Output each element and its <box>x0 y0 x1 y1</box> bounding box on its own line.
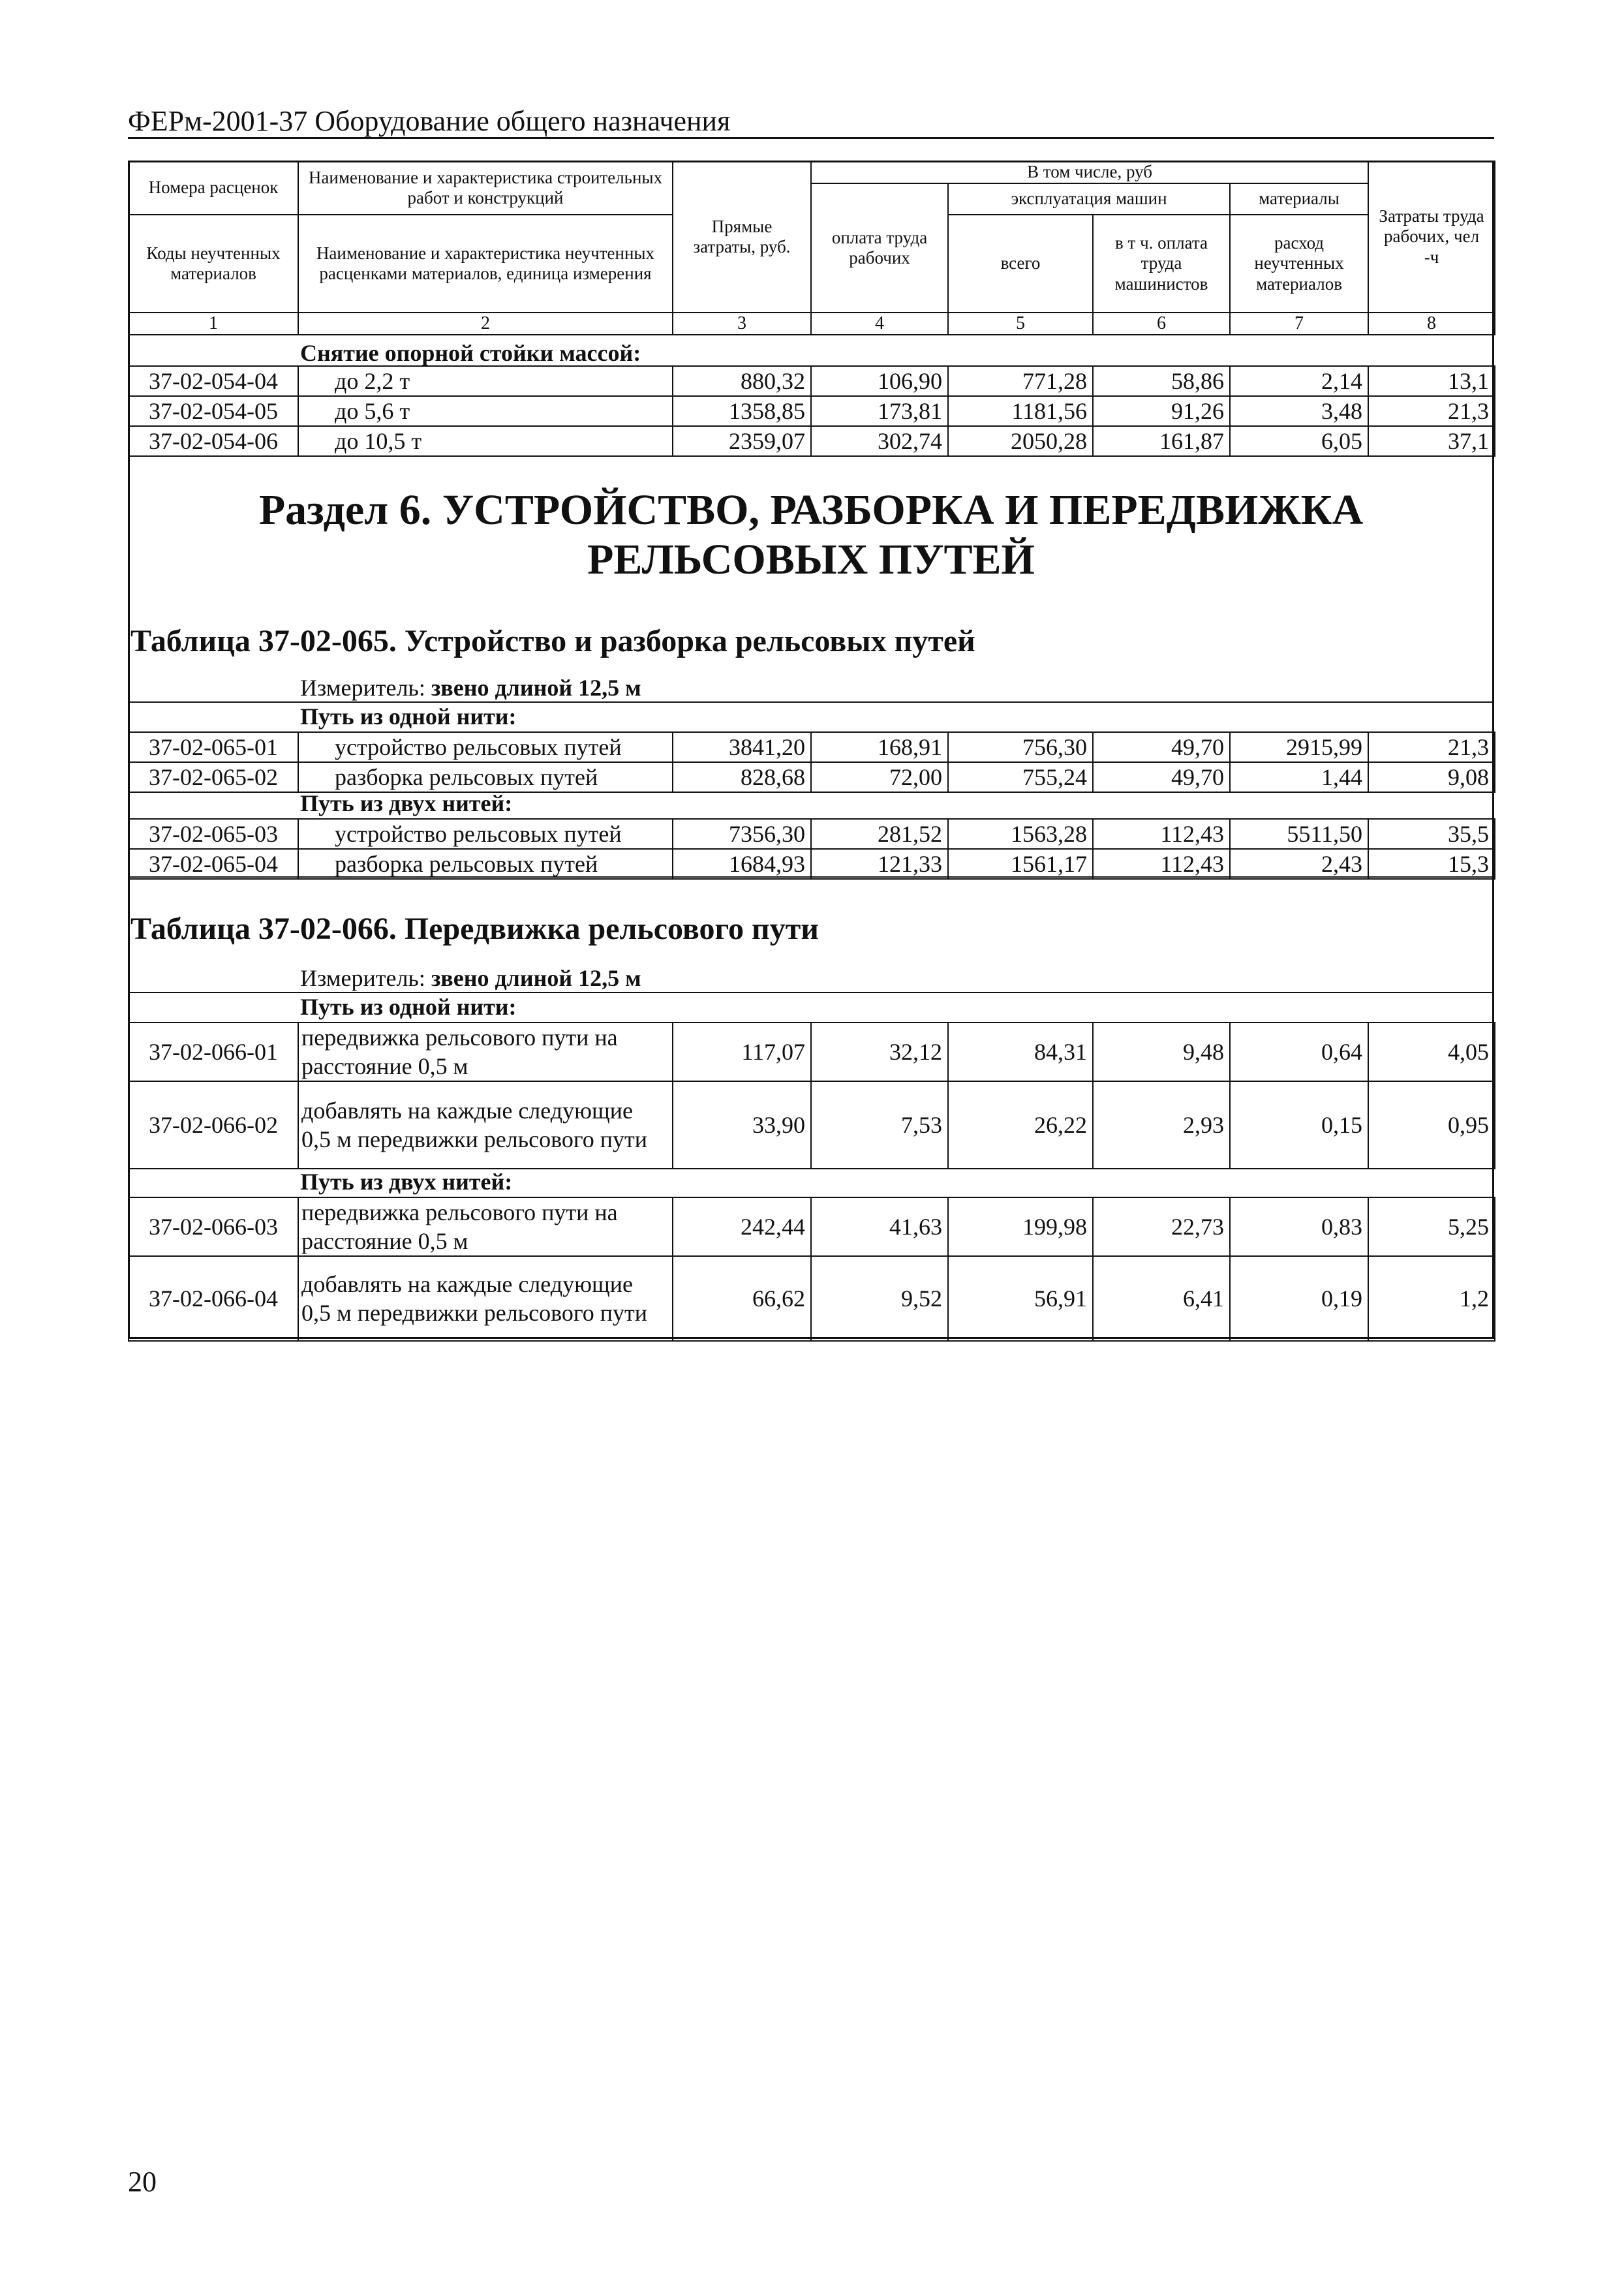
rate-code: 37-02-054-06 <box>129 426 298 456</box>
divider <box>128 876 1494 878</box>
materials: 2915,99 <box>1230 732 1368 762</box>
rate-name: до 2,2 т <box>298 366 673 396</box>
table-065-part2 <box>128 818 1495 880</box>
col-number: 5 <box>948 313 1093 335</box>
meter-value: звено длиной 12,5 м <box>431 965 641 991</box>
machinists-pay: 49,70 <box>1093 762 1230 792</box>
group-title: Снятие опорной стойки массой: <box>300 340 641 366</box>
removal-table <box>128 365 1495 457</box>
rate-name: до 10,5 т <box>298 426 673 456</box>
materials: 0,83 <box>1230 1197 1368 1256</box>
machinists-pay: 22,73 <box>1093 1197 1230 1256</box>
table-row <box>129 849 1495 879</box>
machines-total: 756,30 <box>948 732 1093 762</box>
table-066-part2 <box>128 1197 1495 1342</box>
labor: 21,3 <box>1368 732 1495 762</box>
rate-code: 37-02-065-02 <box>129 762 298 792</box>
table-row <box>129 1197 1495 1256</box>
direct-cost: 1684,93 <box>673 849 811 879</box>
col-machines-total: всего <box>948 215 1093 313</box>
rate-name: устройство рельсовых путей <box>298 732 673 762</box>
rate-name: разборка рельсовых путей <box>298 849 673 879</box>
workers-pay: 41,63 <box>811 1197 948 1256</box>
labor: 4,05 <box>1368 1023 1495 1081</box>
meter-value: звено длиной 12,5 м <box>431 675 641 701</box>
running-header: ФЕРм-2001-37 Оборудование общего назначения <box>128 105 731 137</box>
rate-code: 37-02-066-03 <box>129 1197 298 1256</box>
labor: 35,5 <box>1368 819 1495 849</box>
table-row <box>129 762 1495 792</box>
col-machines: эксплуатация машин <box>948 183 1230 215</box>
table-row <box>129 1256 1495 1341</box>
direct-cost: 2359,07 <box>673 426 811 456</box>
col-number: 8 <box>1368 313 1495 335</box>
direct-cost: 242,44 <box>673 1197 811 1256</box>
direct-cost: 880,32 <box>673 366 811 396</box>
col-direct-costs: Прямые затраты, руб. <box>673 161 811 313</box>
workers-pay: 121,33 <box>811 849 948 879</box>
direct-cost: 33,90 <box>673 1081 811 1169</box>
table-066-part1 <box>128 1022 1495 1169</box>
machines-total: 26,22 <box>948 1081 1093 1169</box>
meter-label: Измеритель: <box>300 675 431 701</box>
machines-total: 199,98 <box>948 1197 1093 1256</box>
table-row <box>129 732 1495 762</box>
machines-total: 1563,28 <box>948 819 1093 849</box>
labor: 0,95 <box>1368 1081 1495 1169</box>
workers-pay: 106,90 <box>811 366 948 396</box>
materials: 0,19 <box>1230 1256 1368 1341</box>
group-title: Путь из двух нитей: <box>300 1169 513 1195</box>
machines-total: 2050,28 <box>948 426 1093 456</box>
workers-pay: 302,74 <box>811 426 948 456</box>
materials: 1,44 <box>1230 762 1368 792</box>
table-title: Таблица 37-02-066. Передвижка рельсового пути <box>130 912 819 946</box>
col-number: 3 <box>673 313 811 335</box>
machinists-pay: 161,87 <box>1093 426 1230 456</box>
labor: 1,2 <box>1368 1256 1495 1341</box>
group-title: Путь из одной нити: <box>300 994 517 1020</box>
machines-total: 1181,56 <box>948 396 1093 426</box>
col-materials: материалы <box>1230 183 1368 215</box>
machinists-pay: 2,93 <box>1093 1081 1230 1169</box>
machinists-pay: 112,43 <box>1093 849 1230 879</box>
table-title: Таблица 37-02-065. Устройство и разборка рельсовых путей <box>130 624 975 658</box>
col-number: 1 <box>129 313 298 335</box>
rate-name: добавлять на каждые следующие 0,5 м передвижки рельсового пути <box>298 1256 673 1341</box>
materials: 6,05 <box>1230 426 1368 456</box>
section-title: Раздел 6. УСТРОЙСТВО, РАЗБОРКА И ПЕРЕДВИЖКА РЕЛЬСОВЫХ ПУТЕЙ <box>258 486 1364 583</box>
direct-cost: 66,62 <box>673 1256 811 1341</box>
meter-line <box>300 674 641 701</box>
machinists-pay: 49,70 <box>1093 732 1230 762</box>
rate-name: передвижка рельсового пути на расстояние 0,5 м <box>298 1197 673 1256</box>
rate-name: до 5,6 т <box>298 396 673 426</box>
table-row <box>129 819 1495 849</box>
col-labor: Затраты труда рабочих, чел -ч <box>1368 161 1495 313</box>
rate-code: 37-02-054-04 <box>129 366 298 396</box>
materials: 0,15 <box>1230 1081 1368 1169</box>
meter-line <box>300 964 641 992</box>
materials: 5511,50 <box>1230 819 1368 849</box>
labor: 37,1 <box>1368 426 1495 456</box>
table-row <box>129 1023 1495 1081</box>
col-including: В том числе, руб <box>811 161 1368 183</box>
rate-code: 37-02-065-03 <box>129 819 298 849</box>
meter-label: Измеритель: <box>300 965 431 991</box>
rate-code: 37-02-054-05 <box>129 396 298 426</box>
workers-pay: 173,81 <box>811 396 948 426</box>
machinists-pay: 9,48 <box>1093 1023 1230 1081</box>
materials: 0,64 <box>1230 1023 1368 1081</box>
machines-total: 755,24 <box>948 762 1093 792</box>
rate-name: устройство рельсовых путей <box>298 819 673 849</box>
col-machinists-pay: в т ч. оплата труда машинистов <box>1093 215 1230 313</box>
rate-code: 37-02-066-02 <box>129 1081 298 1169</box>
machinists-pay: 6,41 <box>1093 1256 1230 1341</box>
machinists-pay: 112,43 <box>1093 819 1230 849</box>
rate-code: 37-02-066-04 <box>129 1256 298 1341</box>
table-row <box>129 426 1495 456</box>
rate-code: 37-02-065-01 <box>129 732 298 762</box>
machinists-pay: 58,86 <box>1093 366 1230 396</box>
workers-pay: 7,53 <box>811 1081 948 1169</box>
page-number: 20 <box>128 2166 157 2198</box>
col-work-name: Наименование и характеристика строительных работ и конструкций <box>298 161 673 215</box>
machines-total: 84,31 <box>948 1023 1093 1081</box>
direct-cost: 828,68 <box>673 762 811 792</box>
table-065-part1 <box>128 731 1495 793</box>
rate-name: разборка рельсовых путей <box>298 762 673 792</box>
direct-cost: 7356,30 <box>673 819 811 849</box>
col-number: 2 <box>298 313 673 335</box>
workers-pay: 32,12 <box>811 1023 948 1081</box>
col-number: 6 <box>1093 313 1230 335</box>
direct-cost: 3841,20 <box>673 732 811 762</box>
workers-pay: 281,52 <box>811 819 948 849</box>
col-unaccounted-name: Наименование и характеристика неучтенных расценками материалов, единица измерения <box>298 215 673 313</box>
group-title: Путь из двух нитей: <box>300 790 513 816</box>
machines-total: 771,28 <box>948 366 1093 396</box>
table-row <box>129 366 1495 396</box>
materials: 3,48 <box>1230 396 1368 426</box>
group-title: Путь из одной нити: <box>300 703 517 730</box>
materials: 2,43 <box>1230 849 1368 879</box>
rate-code: 37-02-066-01 <box>129 1023 298 1081</box>
col-number: 4 <box>811 313 948 335</box>
rate-name: добавлять на каждые следующие 0,5 м передвижки рельсового пути <box>298 1081 673 1169</box>
labor: 5,25 <box>1368 1197 1495 1256</box>
col-workers-pay: оплата труда рабочих <box>811 183 948 313</box>
col-rate-numbers: Номера расценок <box>129 161 298 215</box>
rate-name: передвижка рельсового пути на расстояние 0,5 м <box>298 1023 673 1081</box>
materials: 2,14 <box>1230 366 1368 396</box>
labor: 21,3 <box>1368 396 1495 426</box>
table-row <box>129 1081 1495 1169</box>
labor: 13,1 <box>1368 366 1495 396</box>
labor: 15,3 <box>1368 849 1495 879</box>
rate-code: 37-02-065-04 <box>129 849 298 879</box>
direct-cost: 1358,85 <box>673 396 811 426</box>
table-row <box>129 396 1495 426</box>
labor: 9,08 <box>1368 762 1495 792</box>
machinists-pay: 91,26 <box>1093 396 1230 426</box>
workers-pay: 9,52 <box>811 1256 948 1341</box>
workers-pay: 168,91 <box>811 732 948 762</box>
col-unaccounted-codes: Коды неучтенных материалов <box>129 215 298 313</box>
workers-pay: 72,00 <box>811 762 948 792</box>
header-rule <box>128 137 1494 139</box>
column-numbers-row <box>129 313 1495 335</box>
machines-total: 56,91 <box>948 1256 1093 1341</box>
column-header-table <box>128 161 1495 335</box>
col-number: 7 <box>1230 313 1368 335</box>
direct-cost: 117,07 <box>673 1023 811 1081</box>
col-materials-expense: расход неучтенных материалов <box>1230 215 1368 313</box>
machines-total: 1561,17 <box>948 849 1093 879</box>
